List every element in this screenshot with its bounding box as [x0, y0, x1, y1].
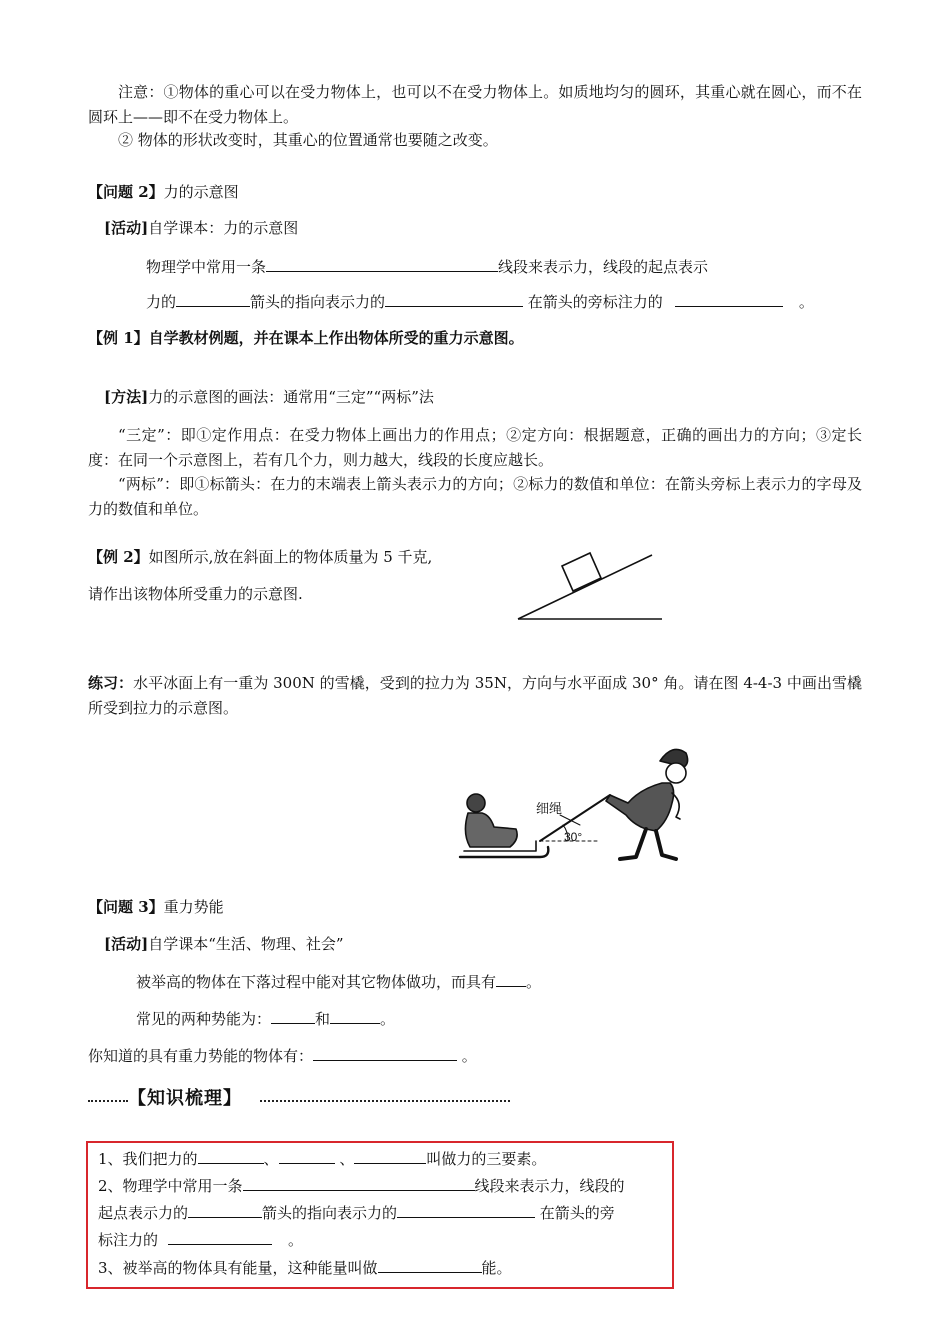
incline-ramp	[518, 555, 652, 619]
q2-fill2-blank-2[interactable]	[385, 290, 523, 307]
example-1: 【例 1】自学教材例题，并在课本上作出物体所受的重力示意图。	[88, 329, 524, 347]
q2-fill2-blank-1[interactable]	[176, 290, 250, 307]
summary-item-2-line-1	[98, 1174, 625, 1197]
q3-line1-blank[interactable]	[496, 970, 526, 987]
summary-item1-blank-3[interactable]	[354, 1147, 426, 1164]
q2-fill2-text-b: 箭头的指向表示力的	[250, 293, 386, 311]
summary-item2-blank-4[interactable]	[168, 1228, 272, 1245]
summary-item1-text-c: 、	[334, 1150, 355, 1168]
adult-legs	[620, 829, 676, 859]
example-2-line-1	[88, 546, 432, 568]
q3-heading-text: 重力势能	[163, 898, 224, 916]
summary-item-2-line-3	[98, 1228, 303, 1251]
summary-item2-text-f: 标注力的	[98, 1231, 159, 1249]
q2-fill1-blank[interactable]	[266, 255, 498, 272]
q3-heading-tag: 【问题 3】	[88, 898, 164, 916]
summary-item1-blank-2[interactable]	[279, 1147, 335, 1164]
incline-block	[562, 553, 601, 591]
q3-line1-text-a: 被举高的物体在下落过程中能对其它物体做功，而具有	[136, 973, 497, 991]
q3-line-3	[88, 1044, 477, 1067]
summary-item2-text-c: 起点表示力的	[98, 1204, 189, 1222]
q2-activity-text: 自学课本：力的示意图	[148, 219, 299, 237]
summary-item3-text-b: 能。	[481, 1259, 512, 1277]
summary-item2-text-d: 箭头的指向表示力的	[262, 1204, 398, 1222]
q3-line-2	[136, 1007, 395, 1030]
q3-line2-text-c: 。	[380, 1010, 396, 1028]
sled-runner	[460, 847, 548, 857]
q2-fill-line-2	[146, 290, 814, 313]
practice-body: 水平冰面上有一重为 300N 的雪橇，受到的拉力为 35N，方向与水平面成 30° 角。请在图 4-4-3 中画出雪橇所受到拉力的示意图。	[88, 674, 862, 717]
q3-line-1	[136, 970, 541, 993]
q2-fill2-text-c: 在箭头的旁标注力的	[523, 293, 663, 311]
method-liangbiao: “两标”：即①标箭头：在力的末端表上箭头表示力的方向；②标力的数值和单位：在箭头旁标上表示力的字母及力的数值和单位。	[88, 475, 862, 518]
summary-header	[88, 1086, 510, 1112]
summary-item-3	[98, 1256, 512, 1279]
sled-figure	[440, 733, 700, 873]
q2-activity	[104, 217, 298, 239]
q2-fill1-text-b: 线段来表示力，线段的起点表示	[498, 258, 709, 276]
summary-item3-blank[interactable]	[378, 1256, 482, 1273]
note-line-2: ② 物体的形状改变时，其重心的位置通常也要随之改变。	[118, 131, 498, 149]
q3-line2-text-b: 和	[315, 1010, 331, 1028]
summary-item2-text-a: 2、物理学中常用一条	[98, 1177, 243, 1195]
adult-coat	[606, 783, 674, 831]
practice-tag: 练习：	[88, 674, 134, 692]
child-body	[465, 813, 517, 847]
rope-label: 细绳	[536, 801, 563, 816]
q3-line3-blank[interactable]	[313, 1044, 457, 1061]
summary-item2-text-b: 线段来表示力，线段的	[474, 1177, 625, 1195]
summary-item3-text-a: 3、被举高的物体具有能量，这种能量叫做	[98, 1259, 378, 1277]
q2-fill2-blank-3[interactable]	[675, 290, 783, 307]
method-sanding: “三定”：即①定作用点：在受力物体上画出力的作用点；②定方向：根据题意，正确的画出力的方向；③定长度：在同一个示意图上，若有几个力，则力越大，线段的长度应越长。	[88, 426, 862, 469]
q2-activity-tag: [活动]	[104, 219, 149, 237]
summary-dots-left	[88, 1100, 128, 1102]
q3-activity-tag: [活动]	[104, 935, 149, 953]
example-2-line-2: 请作出该物体所受重力的示意图.	[88, 585, 303, 603]
summary-item1-blank-1[interactable]	[198, 1147, 264, 1164]
summary-dots-right	[260, 1100, 510, 1102]
q2-heading-tag: 【问题 2】	[88, 183, 164, 201]
example-2-text-1: 如图所示,放在斜面上的物体质量为 5 千克,	[148, 548, 433, 566]
q3-line2-blank-2[interactable]	[330, 1007, 380, 1024]
method-tag: [方法]	[104, 388, 149, 406]
summary-item1-text-b: 、	[263, 1150, 279, 1168]
summary-item2-text-g: 。	[288, 1231, 304, 1249]
q2-fill-line-1	[146, 255, 708, 278]
q2-fill2-text-a: 力的	[146, 293, 177, 311]
summary-item2-blank-1[interactable]	[243, 1174, 475, 1191]
method-text: 力的示意图的画法：通常用“三定”“两标”法	[148, 388, 434, 406]
q3-heading	[88, 896, 224, 918]
q2-heading	[88, 181, 239, 203]
adult-head	[666, 763, 686, 783]
note-line-1: 注意：①物体的重心可以在受力物体上，也可以不在受力物体上。如质地均匀的圆环，其重心就在圆心，而不在圆环上——即不在受力物体上。	[88, 83, 862, 126]
q3-line2-text-a: 常见的两种势能为：	[136, 1010, 272, 1028]
incline-figure	[510, 548, 670, 628]
summary-item2-blank-2[interactable]	[188, 1201, 262, 1218]
child-head	[467, 794, 485, 812]
summary-title: 【知识梳理】	[128, 1088, 242, 1109]
q3-activity-text: 自学课本“生活、物理、社会”	[148, 935, 344, 953]
q3-line3-text-b: 。	[457, 1047, 477, 1065]
practice-text	[88, 671, 862, 721]
summary-item-2-line-2	[98, 1201, 615, 1224]
q2-fill1-text-a: 物理学中常用一条	[146, 258, 267, 276]
summary-item1-text-a: 1、我们把力的	[98, 1150, 198, 1168]
q3-line2-blank-1[interactable]	[271, 1007, 315, 1024]
summary-item1-text-d: 叫做力的三要素。	[426, 1150, 547, 1168]
q2-fill2-text-d: 。	[798, 293, 814, 311]
summary-item2-blank-3[interactable]	[397, 1201, 535, 1218]
summary-item-1	[98, 1147, 546, 1170]
q3-activity	[104, 933, 344, 955]
summary-item2-text-e: 在箭头的旁	[535, 1204, 615, 1222]
example-2-tag: 【例 2】	[88, 548, 149, 566]
q3-line1-text-b: 。	[526, 973, 542, 991]
q3-line3-text-a: 你知道的具有重力势能的物体有：	[88, 1047, 314, 1065]
q2-heading-text: 力的示意图	[163, 183, 239, 201]
angle-label: 30°	[564, 830, 583, 844]
method-heading	[104, 386, 434, 408]
